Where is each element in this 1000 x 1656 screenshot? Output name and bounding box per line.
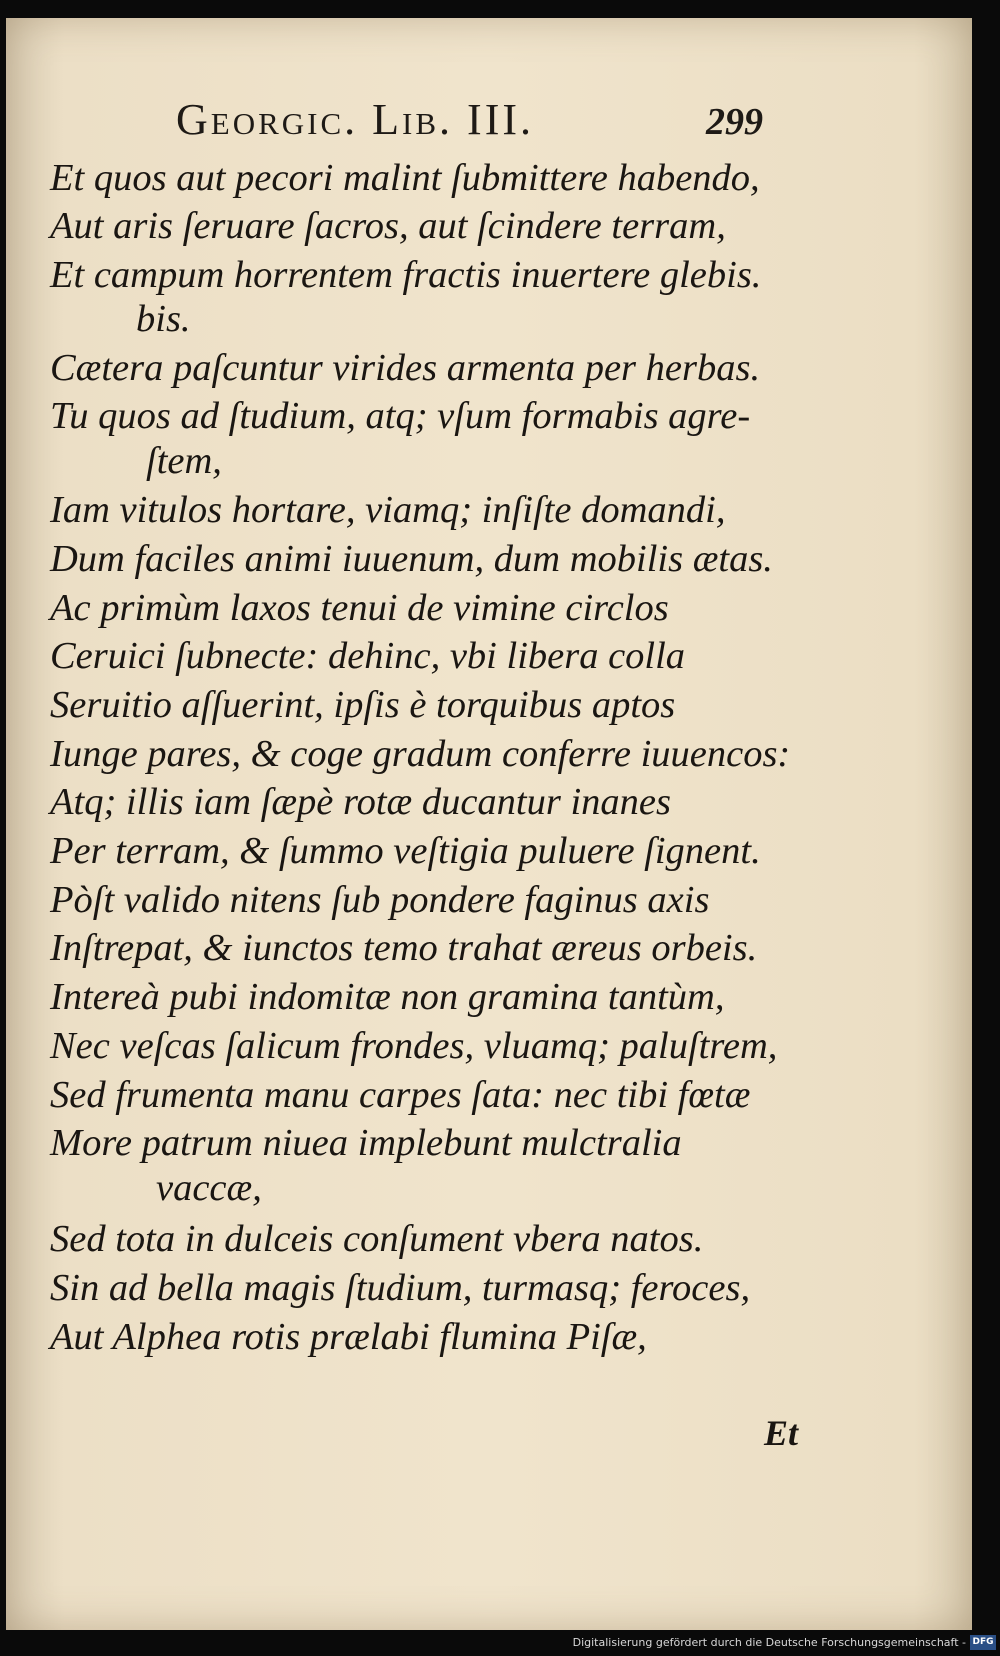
verse-line: Tu quos ad ſtudium, atq; vſum formabis agre-	[50, 395, 751, 437]
funding-credit: Digitalisierung gefördert durch die Deutsche Forschungsgemeinschaft -	[572, 1636, 966, 1649]
page-header	[6, 88, 972, 148]
dfg-logo: DFG	[970, 1635, 996, 1650]
verse-line: Et quos aut pecori malint ſubmittere habendo,	[50, 157, 760, 199]
verse-line: Sin ad bella magis ſtudium, turmasq; feroces,	[50, 1267, 751, 1309]
verse-line: Cætera paſcuntur virides armenta per herbas.	[50, 347, 761, 389]
verse-line: Iam vitulos hortare, viamq; inſiſte domandi,	[50, 489, 726, 531]
verse-line-continuation: bis.	[136, 298, 191, 340]
verse-line: Dum faciles animi iuuenum, dum mobilis ætas.	[50, 538, 773, 580]
running-title: Georgic. Lib. III.	[176, 95, 534, 144]
verse-line: Sed frumenta manu carpes ſata: nec tibi fœtæ	[50, 1074, 751, 1116]
verse-line-continuation: ſtem,	[146, 440, 222, 482]
verse-line: Aut aris ſeruare ſacros, aut ſcindere terram,	[50, 205, 726, 247]
catchword: Et	[764, 1413, 799, 1453]
page-number: 299	[706, 101, 763, 143]
verse-line: Iunge pares, & coge gradum conferre iuuencos:	[50, 733, 791, 775]
verse-line-continuation: vaccæ,	[156, 1167, 262, 1209]
verse-line: More patrum niuea implebunt mulctralia	[50, 1122, 682, 1164]
book-page	[6, 18, 972, 1630]
verse-line: Et campum horrentem fractis inuertere glebis.	[50, 254, 762, 296]
verse-line: Nec veſcas ſalicum frondes, vluamq; paluſtrem,	[50, 1025, 778, 1067]
verse-line: Pòſt valido nitens ſub pondere faginus axis	[50, 879, 710, 921]
verse-line: Seruitio aſſuerint, ipſis è torquibus aptos	[50, 684, 676, 726]
verse-line: Atq; illis iam ſæpè rotæ ducantur inanes	[50, 781, 671, 823]
verse-line: Ac primùm laxos tenui de vimine circlos	[50, 587, 669, 629]
verse-line: Ceruici ſubnecte: dehinc, vbi libera colla	[50, 635, 686, 677]
verse-line: Per terram, & ſummo veſtigia puluere ſignent.	[50, 830, 761, 872]
verse-line: Intereà pubi indomitæ non gramina tantùm,	[50, 976, 725, 1018]
verse-line: Sed tota in dulceis conſument vbera natos.	[50, 1218, 704, 1260]
verse-line: Aut Alphea rotis prælabi flumina Piſæ,	[50, 1316, 647, 1358]
verse-line: Inſtrepat, & iunctos temo trahat æreus orbeis.	[50, 927, 758, 969]
digitization-footer	[0, 1632, 1000, 1656]
